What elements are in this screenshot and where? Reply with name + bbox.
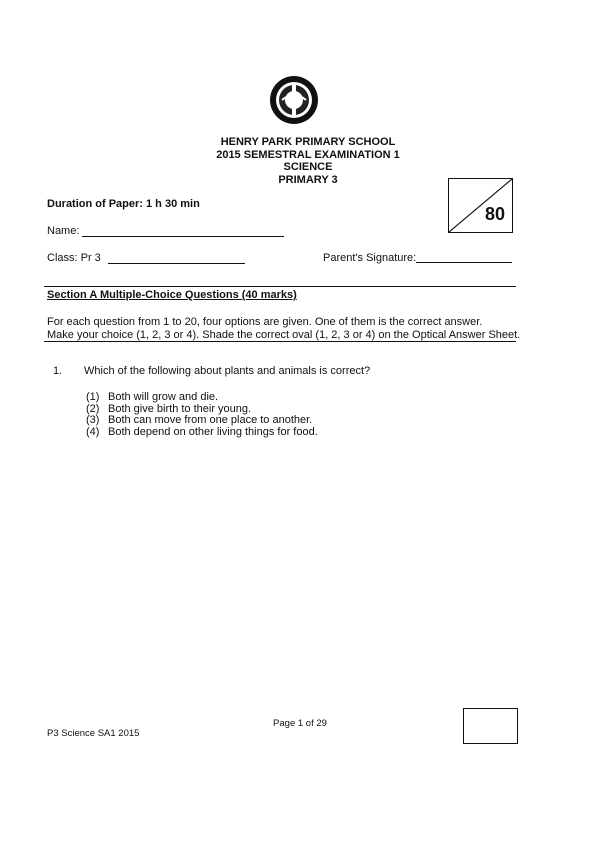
option-1	[86, 392, 318, 404]
score-box	[463, 708, 518, 744]
exam-title: 2015 SEMESTRAL EXAMINATION 1	[216, 148, 400, 161]
signature-label: Parent's Signature:	[323, 252, 417, 264]
name-line[interactable]	[82, 236, 284, 237]
signature-line[interactable]	[416, 262, 512, 263]
option-text: Both depend on other living things for food.	[108, 425, 318, 438]
total-marks: 80	[484, 204, 505, 224]
option-3	[86, 415, 318, 427]
level: PRIMARY 3	[278, 173, 338, 186]
school-crest-icon	[268, 74, 320, 126]
option-4	[86, 427, 318, 439]
subject: SCIENCE	[283, 161, 333, 173]
instruction-line-1: For each question from 1 to 20, four options are given. One of them is the correct answer.	[47, 316, 483, 328]
school-name: HENRY PARK PRIMARY SCHOOL	[220, 136, 396, 148]
option-text: Both will grow and die.	[108, 391, 219, 403]
option-number: (1)	[86, 391, 100, 403]
class-line[interactable]	[108, 263, 245, 264]
name-label: Name:	[47, 225, 80, 237]
duration: Duration of Paper: 1 h 30 min	[47, 198, 200, 210]
marks-box	[448, 178, 513, 233]
option-number: (2)	[86, 402, 100, 415]
instruction-line-2: Make your choice (1, 2, 3 or 4). Shade the correct oval (1, 2, 3 or 4) on the Optical Answer Sheet.	[47, 328, 521, 341]
option-text: Both give birth to their young.	[108, 402, 252, 415]
options-list	[86, 392, 318, 438]
section-title: Section A Multiple-Choice Questions (40 marks)	[47, 289, 297, 301]
top-rule	[44, 286, 516, 287]
page-number: Page 1 of 29	[273, 718, 327, 729]
question-number: 1.	[53, 365, 63, 377]
instructions-rule	[44, 341, 516, 342]
class-label: Class: Pr 3	[47, 252, 101, 264]
option-number: (4)	[86, 425, 100, 438]
question-text: Which of the following about plants and animals is correct?	[84, 365, 371, 377]
option-number: (3)	[86, 414, 100, 426]
option-text: Both can move from one place to another.	[108, 414, 313, 426]
instructions	[47, 316, 537, 341]
paper-code: P3 Science SA1 2015	[47, 728, 140, 739]
